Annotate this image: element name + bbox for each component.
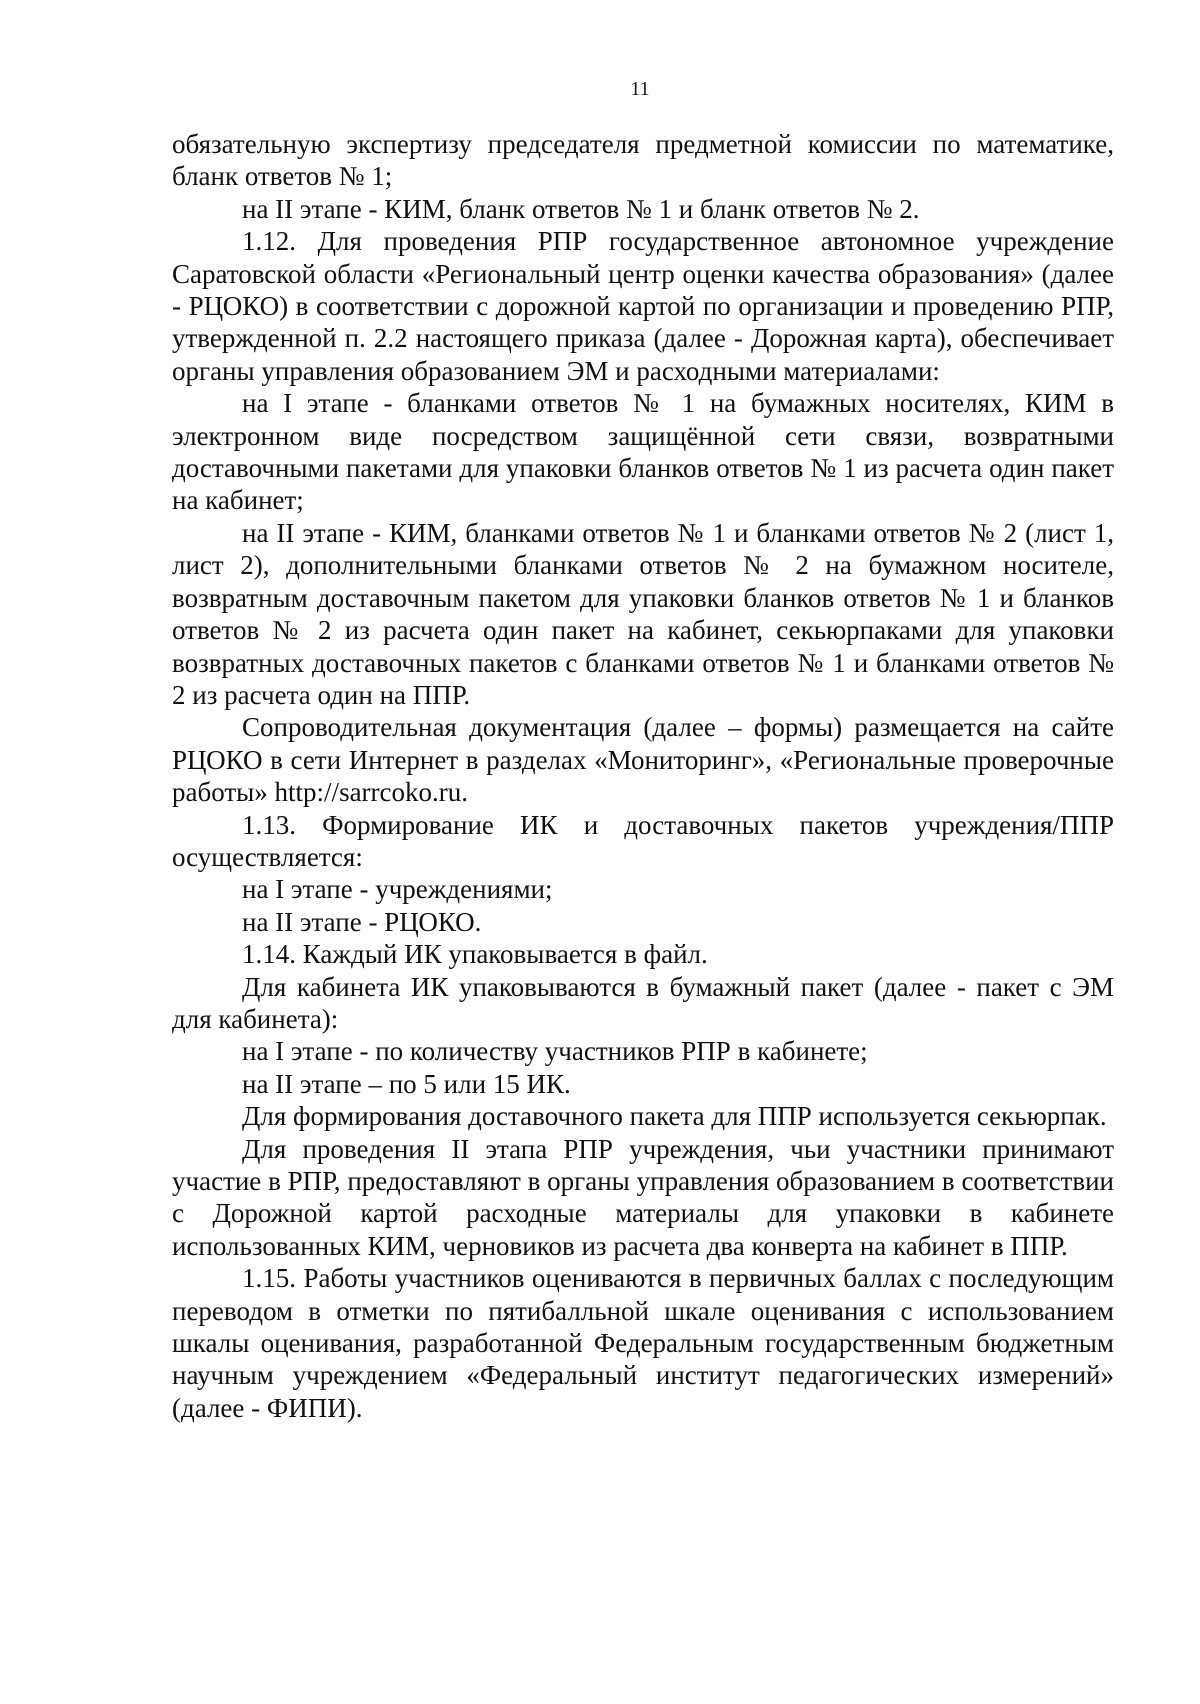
paragraph: на II этапе – по 5 или 15 ИК.	[242, 1068, 571, 1099]
paragraph: на II этапе - КИМ, бланками ответов № 1 и бланками ответов № 2 (лист 1, лист 2), дополнительными бланками ответов № 2 на бумажном носителе, возвратным доставочным пакетом для упаковки бланков ответов № 1 и бланков ответов № 2 из расчета один пакет на кабинет, секьюрпаками для упаковки возвратных доставочных пакетов с бланками ответов № 1 и бланками ответов № 2 из расчета один на ППР.	[172, 517, 1114, 710]
paragraph: на II этапе - КИМ, бланк ответов № 1 и бланк ответов № 2.	[242, 193, 920, 224]
paragraph: Для кабинета ИК упаковываются в бумажный пакет (далее - пакет с ЭМ для кабинета):	[172, 971, 1114, 1034]
paragraph: Для проведения II этапа РПР учреждения, чьи участники принимают участие в РПР, предоставляют в органы управления образованием в соответствии с Дорожной картой расходные материалы для упаковки в кабинете использованных КИМ, черновиков из расчета два конверта на кабинет в ППР.	[172, 1133, 1114, 1261]
page-number: 11	[630, 78, 650, 100]
paragraph: Сопроводительная документация (далее – формы) размещается на сайте РЦОКО в сети Интернет в разделах «Мониторинг», «Региональные проверочные работы» http://sarrcoko.ru.	[172, 712, 1114, 808]
paragraph: на I этапе - бланками ответов № 1 на бумажных носителях, КИМ в электронном виде посредством защищённой сети связи, возвратными доставочными пакетами для упаковки бланков ответов № 1 из расчета один пакет на кабинет;	[172, 388, 1114, 516]
paragraph: 1.15. Работы участников оцениваются в первичных баллах с последующим переводом в отметки по пятибалльной шкале оценивания с использованием шкалы оценивания, разработанной Федеральным государственным бюджетным научным учреждением «Федеральный институт педагогических измерений» (далее - ФИПИ).	[172, 1263, 1114, 1423]
paragraph: 1.13. Формирование ИК и доставочных пакетов учреждения/ППР осуществляется:	[172, 809, 1114, 872]
paragraph: 1.14. Каждый ИК упаковывается в файл.	[242, 939, 708, 970]
paragraph: Для формирования доставочного пакета для ППР используется секьюрпак.	[242, 1101, 1107, 1132]
paragraph: на II этапе - РЦОКО.	[242, 906, 482, 937]
document-body	[172, 128, 1114, 1424]
paragraph: 1.12. Для проведения РПР государственное автономное учреждение Саратовской области «Региональный центр оценки качества образования» (далее - РЦОКО) в соответствии с дорожной картой по организации и проведению РПР, утвержденной п. 2.2 настоящего приказа (далее - Дорожная карта), обеспечивает органы управления образованием ЭМ и расходными материалами:	[172, 226, 1114, 386]
paragraph: на I этапе - учреждениями;	[242, 874, 553, 905]
paragraph: на I этапе - по количеству участников РПР в кабинете;	[242, 1036, 868, 1067]
paragraph: обязательную экспертизу председателя предметной комиссии по математике, бланк ответов № 1;	[172, 129, 1114, 192]
